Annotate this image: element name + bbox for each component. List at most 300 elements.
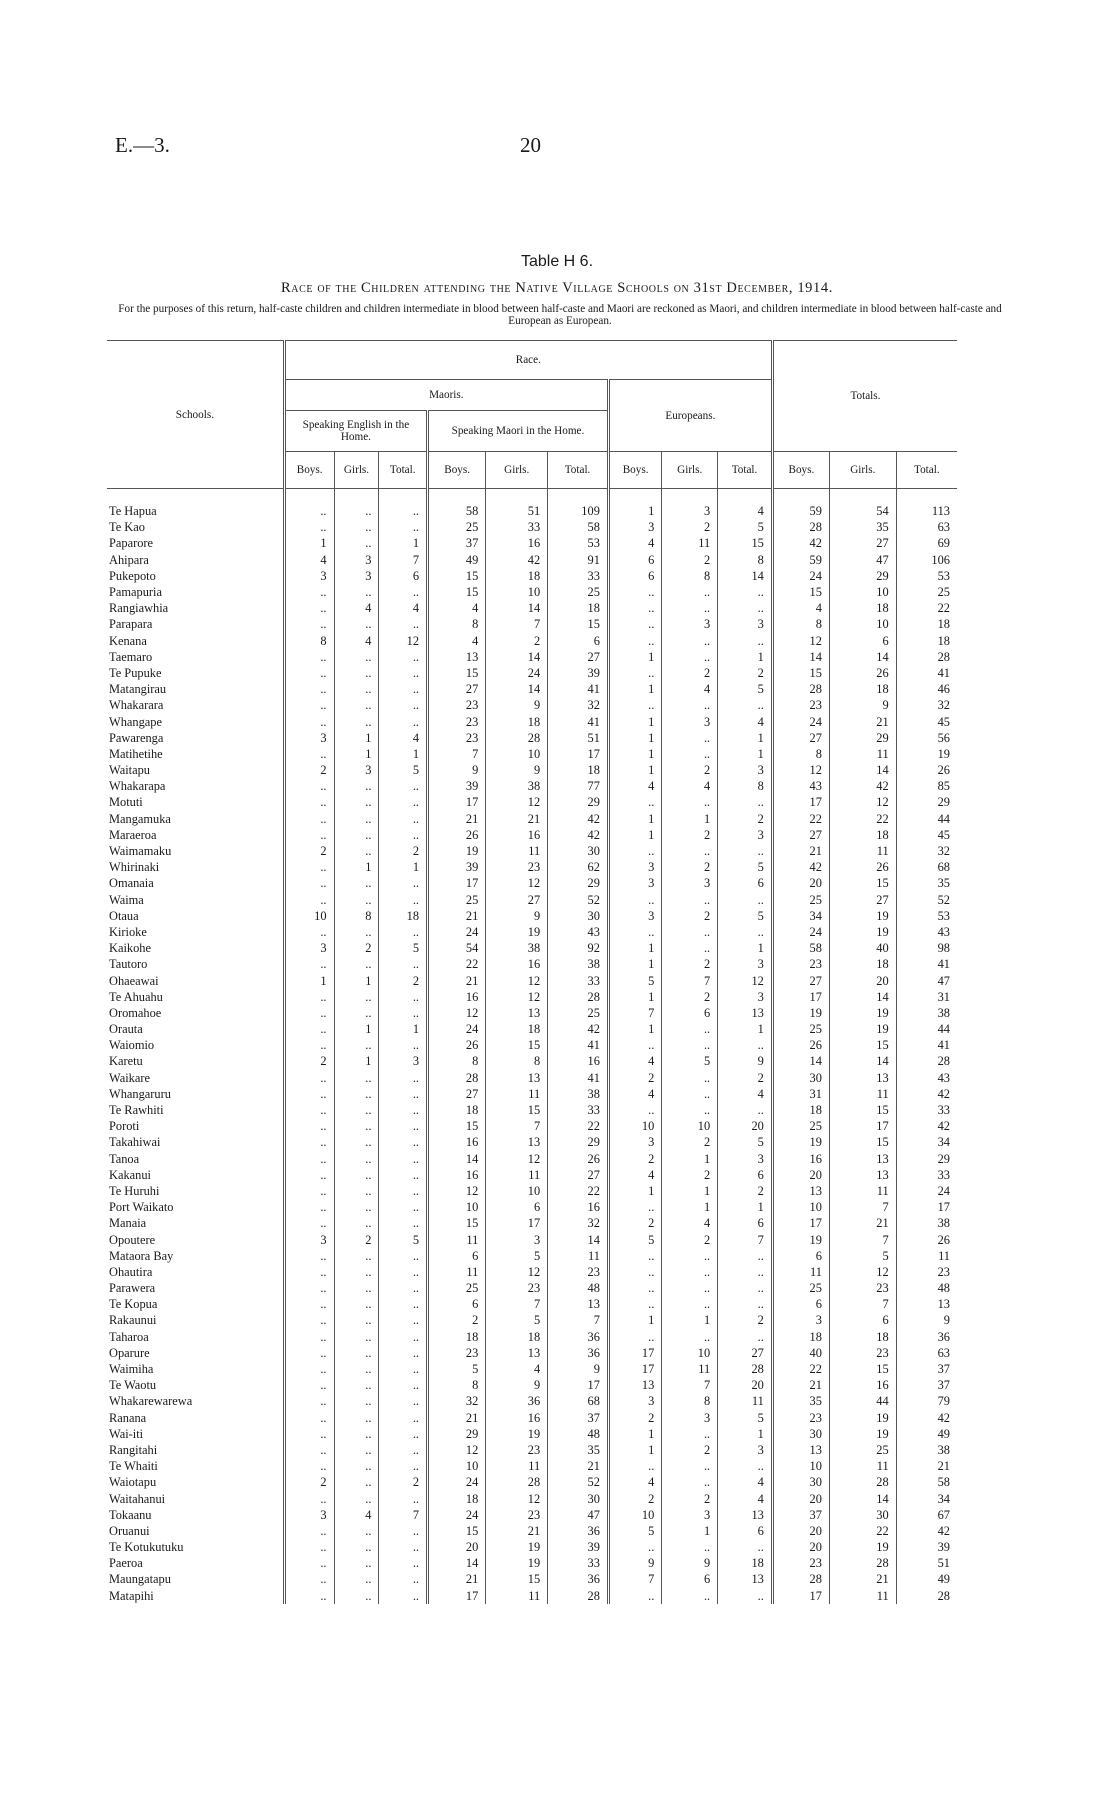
english-girls: .. [334, 843, 379, 859]
total-boys: 11 [772, 1264, 829, 1280]
european-girls: 2 [662, 827, 718, 843]
maori-total: 6 [548, 633, 609, 649]
english-girls: .. [334, 1345, 379, 1361]
maori-girls: 12 [486, 972, 548, 988]
total-total: 38 [896, 1005, 957, 1021]
european-boys: .. [608, 665, 661, 681]
total-girls: 28 [829, 1474, 896, 1490]
total-total: 43 [896, 1070, 957, 1086]
total-boys: 6 [772, 1296, 829, 1312]
total-boys: 40 [772, 1345, 829, 1361]
school-name: Otaua [109, 908, 139, 923]
total-girls: 11 [829, 1458, 896, 1474]
school-name: Oromahoe [109, 1005, 162, 1020]
english-girls: .. [334, 616, 379, 632]
total-boys: 37 [772, 1507, 829, 1523]
school-name: Orauta [109, 1022, 143, 1037]
maori-total: 22 [548, 1118, 609, 1134]
maori-total: 23 [548, 1264, 609, 1280]
table-row [107, 1571, 957, 1587]
english-girls: 1 [334, 1021, 379, 1037]
school-name: Paparore [109, 536, 154, 551]
maori-total: 42 [548, 1021, 609, 1037]
total-total: 41 [896, 956, 957, 972]
european-total: 1 [718, 649, 773, 665]
english-boys: .. [284, 665, 334, 681]
maori-girls: 15 [486, 1037, 548, 1053]
english-boys: .. [284, 746, 334, 762]
maori-total: 91 [548, 552, 609, 568]
maori-total: 33 [548, 972, 609, 988]
english-total: .. [379, 875, 428, 891]
header-boys: Boys. [608, 452, 661, 489]
maori-boys: 18 [428, 1490, 486, 1506]
total-girls: 7 [829, 1199, 896, 1215]
total-total: 41 [896, 665, 957, 681]
european-total: .. [718, 892, 773, 908]
table-row [107, 1183, 957, 1199]
european-girls: .. [662, 1021, 718, 1037]
page-code: E.—3. [115, 133, 170, 157]
english-girls: 4 [334, 600, 379, 616]
european-girls: .. [662, 1474, 718, 1490]
table-row [107, 956, 957, 972]
maori-boys: 8 [428, 616, 486, 632]
maori-girls: 5 [486, 1312, 548, 1328]
european-boys: .. [608, 924, 661, 940]
total-total: 29 [896, 794, 957, 810]
maori-girls: 19 [486, 924, 548, 940]
maori-girls: 28 [486, 1474, 548, 1490]
table-row [107, 1151, 957, 1167]
english-boys: .. [284, 1345, 334, 1361]
maori-girls: 38 [486, 778, 548, 794]
english-girls: 3 [334, 552, 379, 568]
table-row [107, 1102, 957, 1118]
total-total: 52 [896, 892, 957, 908]
maori-girls: 12 [486, 1490, 548, 1506]
european-girls: .. [662, 584, 718, 600]
maori-total: 11 [548, 1248, 609, 1264]
european-girls: 1 [662, 1312, 718, 1328]
english-total: .. [379, 892, 428, 908]
english-total: .. [379, 794, 428, 810]
total-total: 28 [896, 649, 957, 665]
european-total: 13 [718, 1507, 773, 1523]
maori-boys: 16 [428, 989, 486, 1005]
total-total: 11 [896, 1248, 957, 1264]
english-boys: .. [284, 1442, 334, 1458]
english-total: .. [379, 1102, 428, 1118]
english-boys: .. [284, 1264, 334, 1280]
maori-girls: 28 [486, 730, 548, 746]
european-girls: .. [662, 1037, 718, 1053]
english-boys: .. [284, 1005, 334, 1021]
race-table [107, 340, 957, 1604]
english-girls: .. [334, 892, 379, 908]
maori-total: 33 [548, 568, 609, 584]
school-name: Kirioke [109, 924, 147, 939]
maori-boys: 23 [428, 713, 486, 729]
maori-total: 18 [548, 762, 609, 778]
total-total: 41 [896, 1037, 957, 1053]
total-girls: 22 [829, 811, 896, 827]
maori-boys: 17 [428, 794, 486, 810]
european-total: 4 [718, 713, 773, 729]
total-girls: 15 [829, 875, 896, 891]
maori-total: 35 [548, 1442, 609, 1458]
european-girls: .. [662, 924, 718, 940]
total-total: 23 [896, 1264, 957, 1280]
total-boys: 42 [772, 859, 829, 875]
total-boys: 21 [772, 1377, 829, 1393]
english-boys: .. [284, 600, 334, 616]
school-name: Tautoro [109, 957, 148, 972]
maori-boys: 15 [428, 1215, 486, 1231]
total-girls: 6 [829, 633, 896, 649]
maori-boys: 11 [428, 1264, 486, 1280]
total-girls: 26 [829, 859, 896, 875]
english-boys: .. [284, 1410, 334, 1426]
school-name: Parawera [109, 1281, 156, 1296]
table-body [107, 489, 957, 1604]
maori-girls: 10 [486, 746, 548, 762]
total-boys: 28 [772, 519, 829, 535]
table-row [107, 1053, 957, 1069]
english-girls: 2 [334, 940, 379, 956]
school-name: Tokaanu [109, 1507, 152, 1522]
total-girls: 19 [829, 1426, 896, 1442]
total-girls: 6 [829, 1312, 896, 1328]
total-boys: 17 [772, 989, 829, 1005]
english-boys: 8 [284, 633, 334, 649]
total-girls: 11 [829, 746, 896, 762]
total-total: 17 [896, 1199, 957, 1215]
table-row [107, 924, 957, 940]
total-total: 44 [896, 1021, 957, 1037]
total-girls: 18 [829, 600, 896, 616]
table-row [107, 1134, 957, 1150]
header-girls: Girls. [486, 452, 548, 489]
school-name: Matapihi [109, 1588, 154, 1603]
total-total: 38 [896, 1442, 957, 1458]
table-row [107, 827, 957, 843]
total-boys: 30 [772, 1426, 829, 1442]
school-name: Whakarara [109, 698, 164, 713]
maori-boys: 2 [428, 1312, 486, 1328]
table-row [107, 1296, 957, 1312]
total-boys: 19 [772, 1134, 829, 1150]
english-girls: 3 [334, 568, 379, 584]
maori-boys: 15 [428, 568, 486, 584]
english-boys: .. [284, 892, 334, 908]
total-girls: 19 [829, 1005, 896, 1021]
european-boys: 3 [608, 875, 661, 891]
european-total: 27 [718, 1345, 773, 1361]
total-boys: 22 [772, 811, 829, 827]
total-total: 28 [896, 1053, 957, 1069]
maori-total: 27 [548, 649, 609, 665]
table-row [107, 908, 957, 924]
maori-girls: 27 [486, 892, 548, 908]
total-total: 32 [896, 843, 957, 859]
european-total: 18 [718, 1555, 773, 1571]
european-girls: 11 [662, 1361, 718, 1377]
european-girls: .. [662, 940, 718, 956]
european-boys: 1 [608, 681, 661, 697]
school-name: Te Ahuahu [109, 989, 163, 1004]
total-girls: 15 [829, 1361, 896, 1377]
english-girls: .. [334, 665, 379, 681]
maori-boys: 18 [428, 1102, 486, 1118]
english-girls: .. [334, 1118, 379, 1134]
english-boys: .. [284, 1539, 334, 1555]
total-girls: 47 [829, 552, 896, 568]
maori-boys: 7 [428, 746, 486, 762]
maori-boys: 17 [428, 1588, 486, 1604]
school-name: Opoutere [109, 1232, 156, 1247]
maori-total: 16 [548, 1199, 609, 1215]
maori-girls: 12 [486, 794, 548, 810]
european-total: 12 [718, 972, 773, 988]
total-boys: 27 [772, 972, 829, 988]
european-total: 3 [718, 616, 773, 632]
school-name: Rangiawhia [109, 601, 169, 616]
school-name: Oruanui [109, 1523, 150, 1538]
european-girls: 2 [662, 1231, 718, 1247]
table-row [107, 1345, 957, 1361]
european-total: .. [718, 1037, 773, 1053]
english-boys: .. [284, 1248, 334, 1264]
maori-girls: 15 [486, 1102, 548, 1118]
english-total: .. [379, 1588, 428, 1604]
total-girls: 29 [829, 568, 896, 584]
english-girls: .. [334, 1539, 379, 1555]
total-girls: 10 [829, 584, 896, 600]
english-girls: .. [334, 1167, 379, 1183]
european-boys: 17 [608, 1361, 661, 1377]
table-row [107, 892, 957, 908]
total-girls: 29 [829, 730, 896, 746]
maori-boys: 16 [428, 1134, 486, 1150]
total-total: 67 [896, 1507, 957, 1523]
total-boys: 58 [772, 940, 829, 956]
maori-total: 29 [548, 794, 609, 810]
english-total: .. [379, 1070, 428, 1086]
european-total: 4 [718, 1490, 773, 1506]
table-subtitle: Race of the Children attending the Native Village Schools on 31st December, 1914. [281, 280, 833, 296]
european-total: .. [718, 1264, 773, 1280]
total-girls: 20 [829, 972, 896, 988]
european-total: 5 [718, 519, 773, 535]
english-total: 12 [379, 633, 428, 649]
total-total: 56 [896, 730, 957, 746]
total-girls: 19 [829, 1410, 896, 1426]
total-girls: 14 [829, 762, 896, 778]
english-total: .. [379, 924, 428, 940]
school-name: Waiotapu [109, 1475, 157, 1490]
total-boys: 16 [772, 1151, 829, 1167]
european-total: 1 [718, 1021, 773, 1037]
total-total: 42 [896, 1118, 957, 1134]
maori-total: 52 [548, 1474, 609, 1490]
english-total: 5 [379, 762, 428, 778]
european-girls: 2 [662, 859, 718, 875]
total-boys: 8 [772, 616, 829, 632]
table-row [107, 584, 957, 600]
maori-total: 41 [548, 1070, 609, 1086]
english-total: .. [379, 697, 428, 713]
table-row [107, 1377, 957, 1393]
total-girls: 25 [829, 1442, 896, 1458]
total-boys: 30 [772, 1474, 829, 1490]
english-boys: .. [284, 1118, 334, 1134]
european-total: .. [718, 1248, 773, 1264]
european-girls: 5 [662, 1053, 718, 1069]
maori-total: 37 [548, 1410, 609, 1426]
maori-total: 53 [548, 535, 609, 551]
maori-total: 42 [548, 827, 609, 843]
european-girls: 1 [662, 1183, 718, 1199]
maori-total: 30 [548, 1490, 609, 1506]
english-total: 5 [379, 940, 428, 956]
english-boys: 2 [284, 1053, 334, 1069]
maori-girls: 7 [486, 616, 548, 632]
english-total: 1 [379, 746, 428, 762]
school-name: Takahiwai [109, 1135, 161, 1150]
english-boys: .. [284, 1377, 334, 1393]
maori-boys: 22 [428, 956, 486, 972]
header-total: Total. [548, 452, 609, 489]
maori-girls: 11 [486, 843, 548, 859]
maori-boys: 13 [428, 649, 486, 665]
english-total: 4 [379, 730, 428, 746]
total-boys: 20 [772, 1539, 829, 1555]
school-name: Pawarenga [109, 730, 164, 745]
school-name: Ranana [109, 1410, 147, 1425]
english-total: .. [379, 956, 428, 972]
european-total: .. [718, 600, 773, 616]
maori-boys: 26 [428, 1037, 486, 1053]
european-boys: 10 [608, 1507, 661, 1523]
table-row [107, 1215, 957, 1231]
table-row [107, 600, 957, 616]
maori-girls: 18 [486, 568, 548, 584]
english-girls: .. [334, 584, 379, 600]
european-girls: .. [662, 1248, 718, 1264]
maori-girls: 21 [486, 1523, 548, 1539]
maori-girls: 7 [486, 1118, 548, 1134]
english-boys: .. [284, 778, 334, 794]
total-boys: 24 [772, 568, 829, 584]
table-row [107, 697, 957, 713]
maori-total: 92 [548, 940, 609, 956]
english-boys: .. [284, 827, 334, 843]
total-boys: 25 [772, 1118, 829, 1134]
maori-boys: 8 [428, 1053, 486, 1069]
table-row [107, 1280, 957, 1296]
maori-total: 41 [548, 681, 609, 697]
english-boys: .. [284, 1167, 334, 1183]
european-total: .. [718, 794, 773, 810]
european-total: 13 [718, 1571, 773, 1587]
table-row [107, 649, 957, 665]
english-girls: .. [334, 1248, 379, 1264]
english-total: .. [379, 665, 428, 681]
english-total: .. [379, 1490, 428, 1506]
english-girls: 1 [334, 730, 379, 746]
maori-girls: 23 [486, 1280, 548, 1296]
total-boys: 27 [772, 730, 829, 746]
school-name: Taharoa [109, 1329, 149, 1344]
european-boys: 10 [608, 1118, 661, 1134]
english-boys: 1 [284, 972, 334, 988]
european-boys: 9 [608, 1555, 661, 1571]
european-total: 20 [718, 1377, 773, 1393]
total-girls: 11 [829, 1183, 896, 1199]
european-boys: 4 [608, 535, 661, 551]
table-row [107, 1264, 957, 1280]
total-boys: 23 [772, 1410, 829, 1426]
european-total: 15 [718, 535, 773, 551]
school-name: Pukepoto [109, 568, 156, 583]
european-girls: .. [662, 1264, 718, 1280]
header-speaking-english: Speaking English in the Home. [284, 411, 427, 452]
maori-girls: 11 [486, 1458, 548, 1474]
maori-girls: 6 [486, 1199, 548, 1215]
total-total: 34 [896, 1134, 957, 1150]
european-boys: 1 [608, 827, 661, 843]
total-boys: 19 [772, 1005, 829, 1021]
total-boys: 20 [772, 875, 829, 891]
english-girls: .. [334, 778, 379, 794]
english-girls: .. [334, 1280, 379, 1296]
english-total: 1 [379, 1021, 428, 1037]
total-girls: 13 [829, 1167, 896, 1183]
school-name: Waitahanui [109, 1491, 166, 1506]
european-total: 20 [718, 1118, 773, 1134]
european-total: 4 [718, 1086, 773, 1102]
english-boys: .. [284, 1086, 334, 1102]
european-girls: 3 [662, 1507, 718, 1523]
maori-total: 36 [548, 1345, 609, 1361]
total-girls: 54 [829, 489, 896, 520]
english-boys: .. [284, 956, 334, 972]
european-total: 4 [718, 1474, 773, 1490]
european-boys: .. [608, 1296, 661, 1312]
european-boys: 2 [608, 1151, 661, 1167]
maori-boys: 8 [428, 1377, 486, 1393]
total-boys: 23 [772, 956, 829, 972]
european-total: 6 [718, 1167, 773, 1183]
european-boys: 1 [608, 1021, 661, 1037]
total-total: 45 [896, 827, 957, 843]
total-total: 38 [896, 1215, 957, 1231]
maori-girls: 12 [486, 1264, 548, 1280]
european-total: .. [718, 1280, 773, 1296]
maori-total: 17 [548, 1377, 609, 1393]
total-boys: 6 [772, 1248, 829, 1264]
header-total: Total. [896, 452, 957, 489]
table-row [107, 1231, 957, 1247]
european-girls: .. [662, 649, 718, 665]
english-boys: .. [284, 584, 334, 600]
european-total: 3 [718, 1151, 773, 1167]
total-total: 42 [896, 1086, 957, 1102]
total-boys: 3 [772, 1312, 829, 1328]
european-total: 1 [718, 730, 773, 746]
maori-total: 29 [548, 875, 609, 891]
